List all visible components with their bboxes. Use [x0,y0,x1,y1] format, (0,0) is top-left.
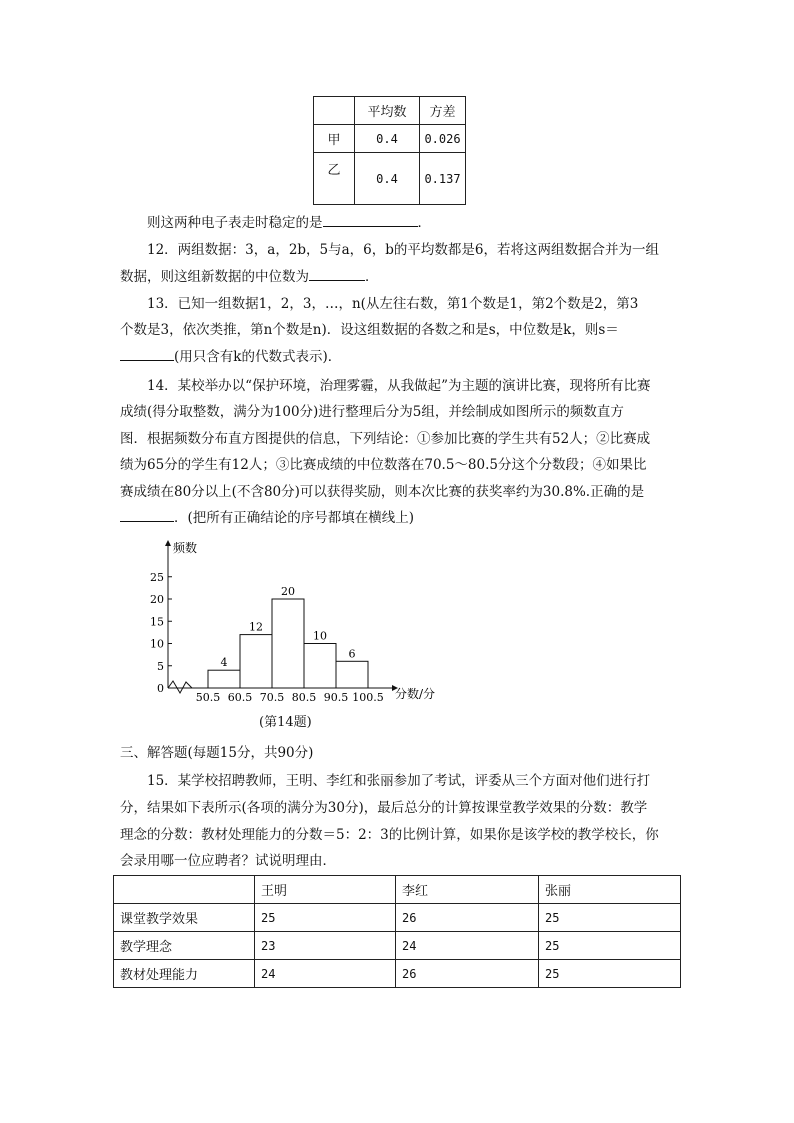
header-lihong: 李红 [396,876,539,904]
score-cell: 24 [255,960,396,988]
q13-line2: 个数是3，依次类推，第n个数是n)．设这组数据的各数之和是s，中位数是k，则s＝ [120,322,619,338]
jia-mean: 0.4 [355,125,420,153]
table-corner-cell [314,97,355,125]
q13-line1: 13．已知一组数据1，2，3，…，n(从左往右数，第1个数是1，第2个数是2，第3 [147,296,639,312]
y-tick-label: 5 [157,659,164,673]
score-cell: 26 [396,960,539,988]
y-tick-label: 10 [150,637,164,651]
y-tick-label: 20 [150,593,164,606]
table-row [114,932,681,960]
q14-line3: 图．根据频数分布直方图提供的信息，下列结论：①参加比赛的学生共有52人；②比赛成 [120,431,651,447]
histogram-bar [208,670,240,688]
histogram-bar [304,644,336,689]
q11-text: 则这两种电子表走时稳定的是 [147,215,323,231]
row-label-yi: 乙 [314,153,355,205]
bar-value-label: 20 [281,585,295,598]
q15-line4: 会录用哪一位应聘者？试说明理由． [120,853,336,869]
answer-blank [323,214,418,227]
q11-line: 则这两种电子表走时稳定的是 ． [147,215,431,231]
histogram-bar [336,661,368,688]
header-mean: 平均数 [355,97,420,125]
x-tick-label: 70.5 [259,691,285,704]
row-label: 课堂教学效果 [114,904,255,932]
bar-value-label: 6 [348,647,356,661]
histogram-bar [272,599,304,688]
x-tick-label: 50.5 [195,691,221,704]
table-corner-cell [114,876,255,904]
variance-table [313,96,466,205]
histogram-bar [240,635,272,688]
score-cell: 25 [255,904,396,932]
score-cell: 23 [255,932,396,960]
q15-line2: 分，结果如下表所示(各项的满分为30分)，最后总分的计算按课堂教学效果的分数：教学 [120,800,648,816]
q14-line6 [120,508,414,528]
score-cell: 26 [396,904,539,932]
row-label-jia: 甲 [314,125,355,153]
header-wangming: 王明 [255,876,396,904]
row-label: 教材处理能力 [114,960,255,988]
bar-value-label: 10 [313,629,327,643]
row-label: 教学理念 [114,932,255,960]
q14-line4: 绩为65分的学生有12人；③比赛成绩的中位数落在70.5～80.5分这个分数段；④如果比 [120,457,647,473]
q15-line3: 理念的分数：教材处理能力的分数＝5：2：3的比例计算，如果你是该学校的教学校长，你 [120,827,659,843]
score-cell: 24 [396,932,539,960]
yi-variance: 0.137 [420,153,466,205]
q12-line2: 数据，则这组新数据的中位数为 ． [120,269,379,285]
axis-break-mark [168,681,192,693]
x-tick-label: 80.5 [291,691,317,704]
score-cell: 25 [539,960,681,988]
q14-line5: 赛成绩在80分以上(不含80分)可以获得奖励，则本次比赛的获奖率约为30.8%.正确的是 [120,484,645,500]
table-row [114,960,681,988]
q12-line2-text: 数据，则这组新数据的中位数为 [120,269,309,285]
answer-blank [309,268,365,281]
score-table [113,875,681,988]
q13-line3-text: (用只含有k的代数式表示)． [174,349,342,365]
score-cell: 25 [539,932,681,960]
score-cell: 25 [539,904,681,932]
bar-value-label: 12 [249,620,263,634]
header-variance: 方差 [420,97,466,125]
section-heading: 三、解答题(每题15分，共90分) [120,745,314,761]
header-zhangli: 张丽 [539,876,681,904]
x-tick-label: 100.5 [352,691,384,704]
bar-value-label: 4 [220,656,228,670]
y-axis-label: 频数 [173,541,198,555]
frequency-histogram [140,535,460,735]
figure-caption: (第14题) [259,715,312,730]
table-row [114,904,681,932]
q13-line3 [120,347,341,367]
answer-blank [120,348,174,361]
q14-line1: 14．某校举办以“保护环境，治理雾霾，从我做起”为主题的演讲比赛，现将所有比赛 [147,378,651,394]
q14-line2: 成绩(得分取整数，满分为100分)进行整理后分为5组，并绘制成如图所示的频数直方 [120,404,624,420]
q12-line1: 12．两组数据：3，a，2b，5与a，6，b的平均数都是6，若将这两组数据合并为一组 [147,242,660,258]
answer-blank [120,509,174,522]
x-tick-label: 60.5 [227,691,253,704]
yi-mean: 0.4 [355,153,420,205]
x-axis-label: 分数/分 [395,687,436,701]
q15-line1: 15．某学校招聘教师，王明、李红和张丽参加了考试，评委从三个方面对他们进行打 [147,773,651,789]
y-tick-label: 25 [150,570,164,584]
q14-line6-text: ．(把所有正确结论的序号都填在横线上) [174,510,415,526]
jia-variance: 0.026 [420,125,466,153]
y-tick-label: 15 [150,615,164,629]
x-tick-label: 90.5 [323,691,349,704]
y-tick-label: 0 [157,682,164,695]
